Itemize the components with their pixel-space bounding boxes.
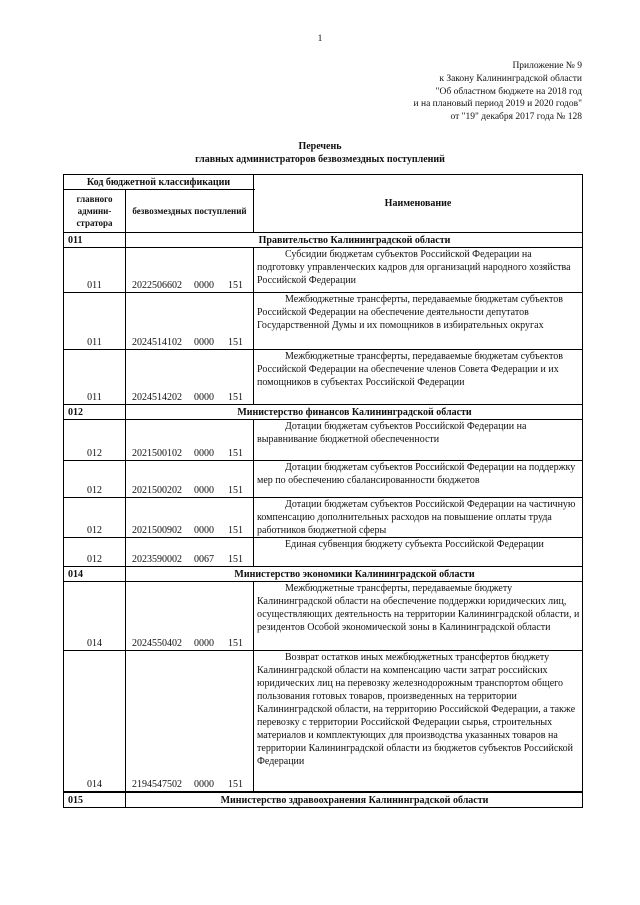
admin-code: 011 xyxy=(64,293,126,350)
receipt-name xyxy=(254,651,583,793)
receipt-code-main: 2024514202 xyxy=(132,392,182,403)
receipt-name-text: Дотации бюджетам субъектов Российской Федерации на поддержку мер по обеспечению сбалансированности бюджетов xyxy=(257,462,576,486)
appendix-header xyxy=(414,60,582,124)
receipt-name-text: Межбюджетные трансферты, передаваемые бюджету Калининградской области на обеспечение поддержки юридических лиц, осуществляющих деятельность на территории Калининградской области, и резидентов Особой экономической зоны в Калининградской области xyxy=(257,583,580,633)
admin-code: 012 xyxy=(64,461,126,498)
section-row xyxy=(64,792,583,808)
table-row xyxy=(64,651,583,793)
receipt-name xyxy=(254,248,583,293)
receipt-code-kosgu: 151 xyxy=(228,337,243,348)
receipt-code-program: 0000 xyxy=(194,485,214,496)
section-name: Правительство Калининградской области xyxy=(126,233,583,248)
admin-code: 011 xyxy=(64,350,126,405)
section-row xyxy=(64,567,583,582)
section-name: Министерство финансов Калининградской области xyxy=(126,405,583,420)
section-admin-code: 014 xyxy=(64,567,126,582)
appendix-line: к Закону Калининградской области xyxy=(439,73,582,84)
receipt-code xyxy=(126,420,254,461)
receipt-code-main: 2024514102 xyxy=(132,337,182,348)
receipt-code-kosgu: 151 xyxy=(228,638,243,649)
header-classification-code: Код бюджетной классификации xyxy=(64,175,254,190)
receipt-code-kosgu: 151 xyxy=(228,485,243,496)
admin-code: 011 xyxy=(64,248,126,293)
receipt-code-program: 0000 xyxy=(194,638,214,649)
receipt-name-text: Межбюджетные трансферты, передаваемые бюджетам субъектов Российской Федерации на обеспечение деятельности депутатов Государственной Думы и их помощников в избирательных округах xyxy=(257,294,563,331)
receipt-code-program: 0067 xyxy=(194,554,214,565)
header-receipts-code: безвозмездных поступлений xyxy=(126,190,254,233)
section-admin-code: 015 xyxy=(64,792,126,808)
receipt-name-text: Единая субвенция бюджету субъекта Российской Федерации xyxy=(285,539,544,550)
appendix-line: и на плановый период 2019 и 2020 годов" xyxy=(413,99,582,110)
section-name: Министерство здравоохранения Калининградской области xyxy=(126,792,583,808)
table-row xyxy=(64,582,583,651)
receipt-code-program: 0000 xyxy=(194,448,214,459)
receipt-code xyxy=(126,538,254,567)
receipt-name-text: Межбюджетные трансферты, передаваемые бюджетам субъектов Российской Федерации на обеспечение членов Совета Федерации и их помощников в субъектах Российской Федерации xyxy=(257,351,563,388)
header-name: Наименование xyxy=(254,175,583,233)
table-row xyxy=(64,538,583,567)
receipt-name xyxy=(254,461,583,498)
receipt-name xyxy=(254,350,583,405)
receipt-code-kosgu: 151 xyxy=(228,779,243,790)
receipt-name xyxy=(254,498,583,538)
appendix-line: от "19" декабря 2017 года № 128 xyxy=(450,112,582,123)
receipt-code xyxy=(126,498,254,538)
admin-code: 012 xyxy=(64,538,126,567)
title-line: Перечень xyxy=(298,141,342,152)
document-title xyxy=(0,140,640,166)
receipt-code xyxy=(126,461,254,498)
receipt-code-program: 0000 xyxy=(194,525,214,536)
receipt-name-text: Возврат остатков иных межбюджетных трансфертов бюджету Калининградской области на компенсацию части затрат российских юридических лиц на перевозку железнодорожным транспортом общего пользования готовых товаров, произведенных на территории Калининградской области, на территорию Российской Федерации, а также перевозку с территории Российской Федерации сырья, строительных материалов и комплектующих для производства указанных товаров на территории Калининградской области из бюджетов субъектов Российской Федерации xyxy=(257,652,576,767)
receipt-code-kosgu: 151 xyxy=(228,280,243,291)
section-row xyxy=(64,405,583,420)
receipt-code-main: 2194547502 xyxy=(132,779,182,790)
receipt-name-text: Дотации бюджетам субъектов Российской Федерации на частичную компенсацию дополнительных расходов на повышение оплаты труда работников бюджетной сферы xyxy=(257,499,576,536)
admin-code: 014 xyxy=(64,582,126,651)
section-name: Министерство экономики Калининградской области xyxy=(126,567,583,582)
receipt-code-main: 2023590002 xyxy=(132,554,182,565)
receipt-code-kosgu: 151 xyxy=(228,554,243,565)
page-number: 1 xyxy=(317,34,323,44)
receipt-name xyxy=(254,293,583,350)
receipt-code xyxy=(126,248,254,293)
admin-code: 014 xyxy=(64,651,126,793)
table-row xyxy=(64,350,583,405)
receipt-code-main: 2022506602 xyxy=(132,280,182,291)
table-row xyxy=(64,420,583,461)
title-line: главных администраторов безвозмездных поступлений xyxy=(195,154,445,165)
appendix-line: Приложение № 9 xyxy=(512,61,582,71)
receipt-code-main: 2021500202 xyxy=(132,485,182,496)
admin-code: 012 xyxy=(64,498,126,538)
receipt-code xyxy=(126,582,254,651)
receipt-code-kosgu: 151 xyxy=(228,392,243,403)
section-admin-code: 012 xyxy=(64,405,126,420)
table-header-row xyxy=(64,175,583,190)
receipt-code-kosgu: 151 xyxy=(228,448,243,459)
receipt-name-text: Дотации бюджетам субъектов Российской Федерации на выравнивание бюджетной обеспеченности xyxy=(257,421,527,445)
receipt-code-program: 0000 xyxy=(194,280,214,291)
receipt-code xyxy=(126,651,254,793)
section-row xyxy=(64,233,583,248)
receipt-code-main: 2021500902 xyxy=(132,525,182,536)
receipt-code-program: 0000 xyxy=(194,779,214,790)
receipt-code-kosgu: 151 xyxy=(228,525,243,536)
receipt-code-program: 0000 xyxy=(194,392,214,403)
header-admin-code: главного админи-стратора xyxy=(64,190,126,233)
appendix-line: "Об областном бюджете на 2018 год xyxy=(435,86,582,97)
administrators-table xyxy=(63,174,583,808)
section-admin-code: 011 xyxy=(64,233,126,248)
receipt-code xyxy=(126,350,254,405)
receipt-name xyxy=(254,420,583,461)
receipt-name-text: Субсидии бюджетам субъектов Российской Федерации на подготовку управленческих кадров для организаций народного хозяйства Российской Федерации xyxy=(257,249,571,286)
receipt-code-main: 2024550402 xyxy=(132,638,182,649)
table-row xyxy=(64,461,583,498)
admin-code: 012 xyxy=(64,420,126,461)
table-row xyxy=(64,498,583,538)
receipt-code-main: 2021500102 xyxy=(132,448,182,459)
receipt-name xyxy=(254,538,583,567)
receipt-code xyxy=(126,293,254,350)
receipt-name xyxy=(254,582,583,651)
receipt-code-program: 0000 xyxy=(194,337,214,348)
table-row xyxy=(64,248,583,293)
table-row xyxy=(64,293,583,350)
